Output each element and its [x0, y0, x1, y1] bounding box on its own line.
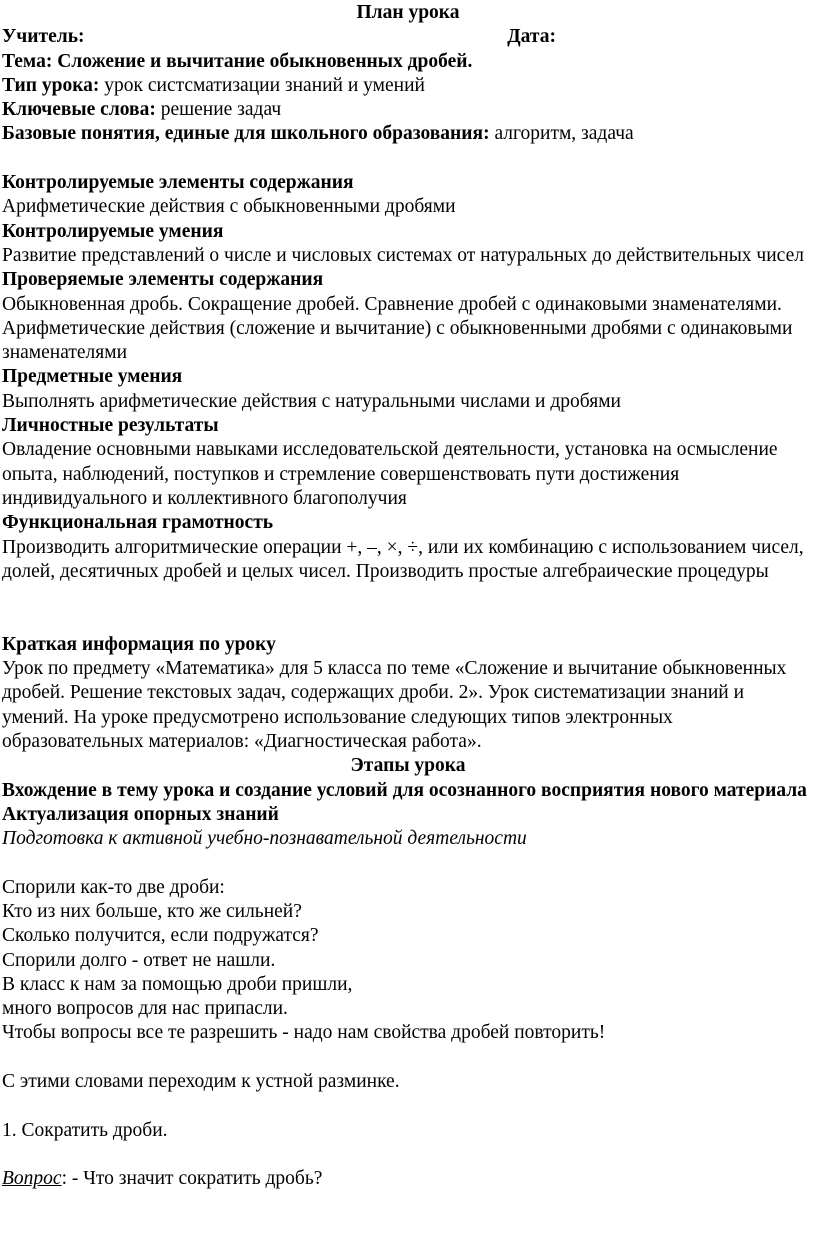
poem-line: Спорили долго - ответ не нашли. — [2, 949, 276, 971]
lesson-type-value: урок систсматизации знаний и умений — [104, 74, 425, 96]
question-label: Вопрос — [2, 1168, 62, 1190]
section-heading: Функциональная грамотность — [2, 512, 274, 534]
section-heading: Предметные умения — [2, 366, 183, 388]
keywords-value: решение задач — [160, 99, 282, 121]
brief-heading: Краткая информация по уроку — [2, 633, 276, 655]
spacer — [2, 851, 814, 875]
keywords-line — [2, 98, 814, 122]
poem-line: Чтобы вопросы все те разрешить - надо нам свойства дробей повторить! — [2, 1022, 606, 1044]
poem — [2, 876, 814, 1046]
date-label: Дата: — [507, 26, 556, 48]
actualization-heading: Актуализация опорных знаний — [2, 803, 279, 825]
brief-text: Урок по предмету «Математика» для 5 класса по теме «Сложение и вычитание обыкновенных дробей. Решение текстовых задач, содержащих дроби. 2». Урок систематизации знаний и умений. На уроке предусмотрено использование следующих типов электронных образовательных материалов: «Диагностическая работа». — [2, 658, 787, 752]
section-text: Арифметические действия с обыкновенными дробями — [2, 196, 456, 218]
page-title: План урока — [356, 2, 460, 23]
poem-line: Спорили как-то две дроби: — [2, 876, 225, 898]
topic-label: Тема: — [2, 50, 53, 72]
poem-line: В класс к нам за помощью дроби пришли, — [2, 973, 353, 995]
section-heading: Контролируемые элементы содержания — [2, 172, 354, 194]
poem-line: Сколько получится, если подружатся? — [2, 925, 319, 947]
question-line — [2, 1167, 814, 1191]
teacher-date-row — [2, 25, 814, 49]
spacer — [2, 1094, 814, 1118]
base-concepts-line — [2, 122, 814, 146]
transition-text: С этими словами переходим к устной разминке. — [2, 1071, 400, 1093]
keywords-label: Ключевые слова: — [2, 99, 156, 121]
section-text: Производить алгоритмические операции +, –, ×, ÷, или их комбинацию с использованием чисел, долей, десятичных дробей и целых чисел. Производить простые алгебраические процедуры — [2, 536, 804, 582]
stage1-heading: Вхождение в тему урока и создание условий для осознанного восприятия нового материала — [2, 779, 807, 801]
poem-line: много вопросов для нас припасли. — [2, 998, 288, 1020]
base-concepts-value: алгоритм, задача — [494, 123, 634, 145]
section-heading: Контролируемые умения — [2, 220, 224, 242]
topic-value: Сложение и вычитание обыкновенных дробей. — [57, 50, 473, 72]
section-text: Обыкновенная дробь. Сокращение дробей. Сравнение дробей с одинаковыми знаменателями. Арифметические действия (сложение и вычитание) с обыкновенными дробями с одинаковыми знаменателями — [2, 293, 793, 364]
spacer — [2, 1046, 814, 1070]
section-text: Выполнять арифметические действия с натуральными числами и дробями — [2, 390, 621, 412]
spacer — [2, 584, 814, 608]
spacer — [2, 1143, 814, 1167]
teacher-label: Учитель: — [2, 26, 85, 48]
section-heading: Проверяемые элементы содержания — [2, 269, 324, 291]
section-text: Развитие представлений о числе и числовых системах от натуральных до действительных чисел — [2, 244, 804, 266]
spacer — [2, 147, 814, 171]
section-text: Овладение основными навыками исследовательской деятельности, установка на осмысление опыта, наблюдений, поступков и стремление совершенствовать пути достижения индивидуального и коллективного благополучия — [2, 439, 778, 509]
section-heading: Личностные результаты — [2, 415, 219, 437]
question-text: : - Что значит сократить дробь? — [61, 1168, 323, 1190]
spacer — [2, 608, 814, 632]
lesson-type-label: Тип урока: — [2, 74, 100, 96]
topic-line — [2, 50, 814, 74]
task-1: 1. Сократить дроби. — [2, 1119, 168, 1141]
stages-heading: Этапы урока — [350, 755, 466, 777]
poem-line: Кто из них больше, кто же сильней? — [2, 900, 302, 922]
base-concepts-label: Базовые понятия, единые для школьного образования: — [2, 123, 490, 145]
preparation-italic: Подготовка к активной учебно-познавательной деятельности — [2, 828, 527, 850]
lesson-type-line — [2, 74, 814, 98]
